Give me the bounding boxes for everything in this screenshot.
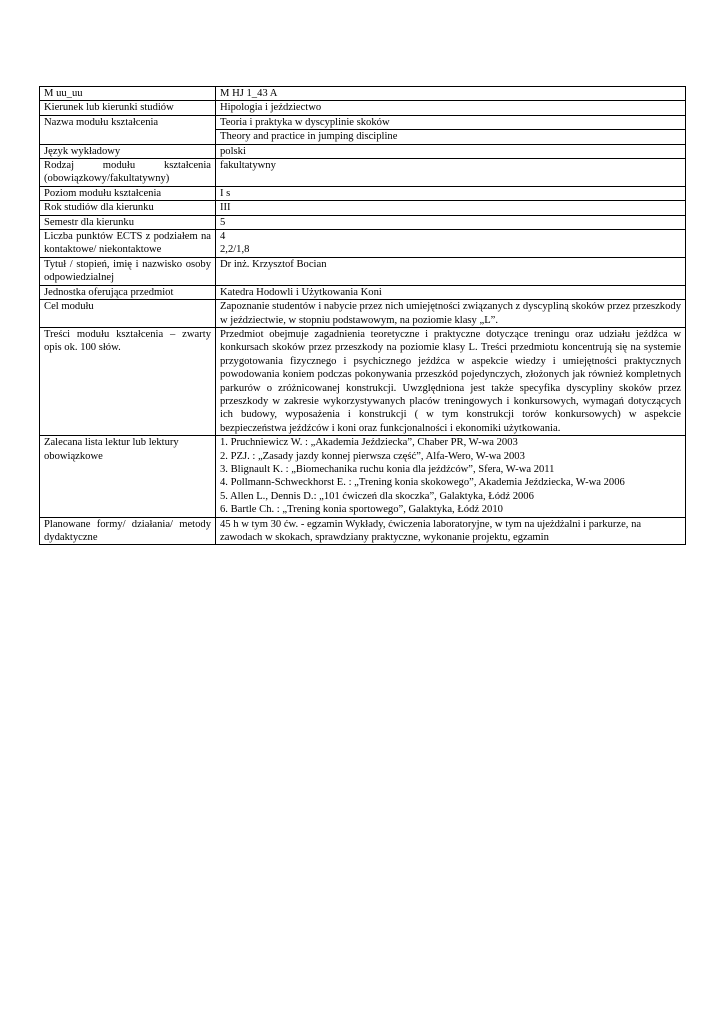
- unit-value: Katedra Hodowli i Użytkowania Koni: [216, 285, 686, 299]
- reading-list-item: 6. Bartle Ch. : „Trening konia sportowego”, Galaktyka, Łódź 2010: [220, 504, 503, 516]
- table-row: [40, 87, 686, 101]
- module-content-label: Treści modułu kształcenia – zwarty opis ok. 100 słów.: [40, 327, 216, 435]
- table-row: [40, 115, 686, 129]
- module-name-label: Nazwa modułu kształcenia: [40, 115, 216, 144]
- module-level-value: I s: [216, 186, 686, 200]
- reading-list-item: 2. PZJ. : „Zasady jazdy konnej pierwsza część”, Alfa-Wero, W-wa 2003: [220, 450, 525, 462]
- field-of-study-value: Hipologia i jeździectwo: [216, 101, 686, 115]
- module-content-value: Przedmiot obejmuje zagadnienia teoretyczne i praktyczne dotyczące treningu oraz udziału jeźdźca w konkursach skoków przez przeszkody na poziomie klasy L. Treści przedmiotu koncentrują się na systemie przygotowania fizycznego i psychicznego jeźdźca w aspekcie wiedzy i umiejętności praktycznych powodowania koniem podczas pokonywania przeszkód pojedynczych, złożonych jak również kompletnych parkurów o zróżnicowanej konstrukcji. Uwzględniona jest także specyfika dyscypliny skoków przez przeszkody w zakresie wykorzystywanych placów treningowych i konkursowych, wymagań dotyczących ich budowy, wyposażenia i konstrukcji ( w tym konstrukcji torów konkursowych) w aspekcie bezpieczeństwa jeźdźców i koni oraz funkcjonalności i ekonomiki użytkowania.: [216, 327, 686, 435]
- field-of-study-label: Kierunek lub kierunki studiów: [40, 101, 216, 115]
- module-name-value-en: Theory and practice in jumping discipline: [216, 130, 686, 144]
- table-row: [40, 159, 686, 187]
- table-row: [40, 201, 686, 215]
- reading-list-value: [216, 436, 686, 517]
- table-row: [40, 101, 686, 115]
- module-name-value-pl: Teoria i praktyka w dyscyplinie skoków: [216, 115, 686, 129]
- table-row: [40, 144, 686, 158]
- semester-value: 5: [216, 215, 686, 229]
- reading-list-item: 3. Blignault K. : „Biomechanika ruchu konia dla jeźdźców”, Sfera, W-wa 2011: [220, 463, 555, 475]
- study-year-label: Rok studiów dla kierunku: [40, 201, 216, 215]
- module-description-table: [39, 86, 686, 545]
- module-goal-label: Cel modułu: [40, 300, 216, 328]
- study-year-value: III: [216, 201, 686, 215]
- responsible-person-value: Dr inż. Krzysztof Bocian: [216, 257, 686, 285]
- ects-split: 2,2/1,8: [220, 244, 250, 256]
- table-row: [40, 215, 686, 229]
- table-row: [40, 517, 686, 545]
- responsible-person-label: Tytuł / stopień, imię i nazwisko osoby odpowiedzialnej: [40, 257, 216, 285]
- reading-list-item: 1. Pruchniewicz W. : „Akademia Jeździecka”, Chaber PR, W-wa 2003: [220, 437, 518, 449]
- module-goal-value: Zapoznanie studentów i nabycie przez nich umiejętności związanych z dyscypliną skoków przez przeszkody w jeździectwie, w stopniu podstawowym, na poziomie klasy „L”.: [216, 300, 686, 328]
- table-row: [40, 327, 686, 435]
- module-level-label: Poziom modułu kształcenia: [40, 186, 216, 200]
- table-row: [40, 436, 686, 517]
- table-row: [40, 186, 686, 200]
- module-type-label: Rodzaj modułu kształcenia (obowiązkowy/fakultatywny): [40, 159, 216, 187]
- ects-value: [216, 230, 686, 258]
- table-row: [40, 285, 686, 299]
- ects-label: Liczba punktów ECTS z podziałem na kontaktowe/ niekontaktowe: [40, 230, 216, 258]
- semester-label: Semestr dla kierunku: [40, 215, 216, 229]
- table-row: [40, 300, 686, 328]
- language-value: polski: [216, 144, 686, 158]
- unit-label: Jednostka oferująca przedmiot: [40, 285, 216, 299]
- reading-list-item: 5. Allen L., Dennis D.: „101 ćwiczeń dla skoczka”, Galaktyka, Łódź 2006: [220, 490, 534, 502]
- table-row: [40, 257, 686, 285]
- language-label: Język wykładowy: [40, 144, 216, 158]
- reading-list-label: Zalecana lista lektur lub lektury obowiązkowe: [40, 436, 216, 517]
- teaching-methods-value: 45 h w tym 30 ćw. - egzamin Wykłady, ćwiczenia laboratoryjne, w tym na ujeżdżalni i parkurze, na zawodach w skokach, sprawdziany praktyczne, wykonanie projektu, egzamin: [216, 517, 686, 545]
- ects-total: 4: [220, 231, 226, 243]
- teaching-methods-label: Planowane formy/ działania/ metody dydaktyczne: [40, 517, 216, 545]
- reading-list-item: 4. Pollmann-Schweckhorst E. : „Trening konia skokowego”, Akademia Jeździecka, W-wa 2006: [220, 477, 625, 489]
- module-type-value: fakultatywny: [216, 159, 686, 187]
- code-label: M uu_uu: [40, 87, 216, 101]
- table-row: [40, 230, 686, 258]
- code-value: M HJ 1_43 A: [216, 87, 686, 101]
